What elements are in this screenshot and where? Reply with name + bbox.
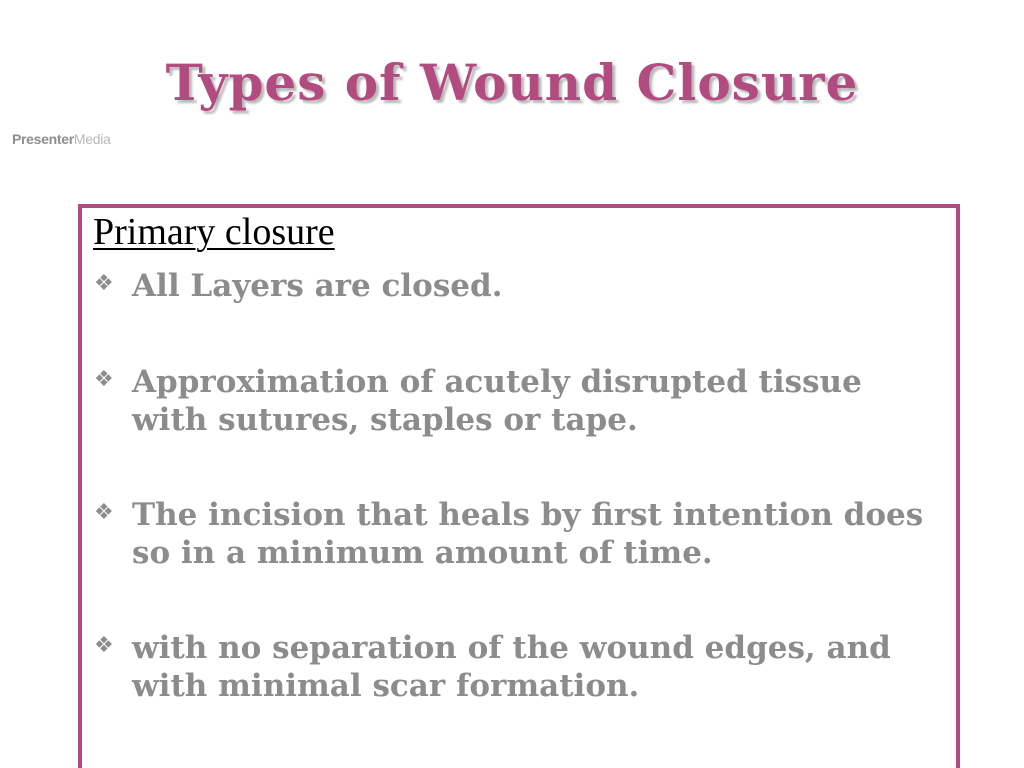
bullet-item (94, 496, 944, 572)
slide-title: Types of Wound Closure (165, 53, 859, 112)
bullet-text: The incision that heals by first intention does so in a minimum amount of time. (132, 497, 924, 571)
bullet-item (94, 363, 944, 439)
bullet-item (94, 629, 944, 705)
content-box (78, 204, 960, 768)
watermark-part-media: Media (73, 131, 111, 147)
diamond-bullet-icon: ❖ (94, 271, 114, 296)
watermark-part-presenter: Presenter (12, 131, 74, 147)
subheading-primary-closure: Primary closure (93, 211, 335, 253)
bullet-text: All Layers are closed. (132, 268, 503, 304)
diamond-bullet-icon: ❖ (94, 367, 114, 392)
bullet-text: Approximation of acutely disrupted tissue with sutures, staples or tape. (132, 364, 862, 438)
bullet-text: with no separation of the wound edges, and with minimal scar formation. (132, 630, 891, 704)
presentermedia-watermark (12, 131, 111, 147)
bullet-item (94, 267, 944, 305)
diamond-bullet-icon: ❖ (94, 500, 114, 525)
diamond-bullet-icon: ❖ (94, 633, 114, 658)
